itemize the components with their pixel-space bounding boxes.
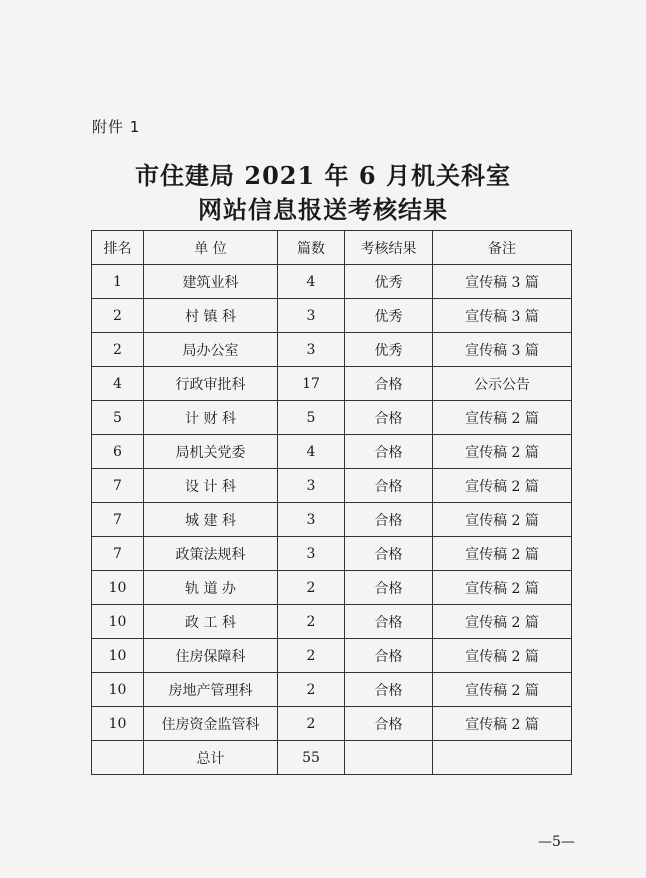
table-row — [92, 299, 572, 333]
total-cell-rank — [92, 741, 144, 775]
header-unit: 单 位 — [144, 231, 278, 265]
attachment-label: 附件 1 — [92, 118, 141, 136]
cell-remark: 宣传稿 2 篇 — [433, 639, 572, 673]
table-row — [92, 537, 572, 571]
cell-rank: 10 — [92, 571, 144, 605]
cell-result: 合格 — [345, 435, 433, 469]
cell-remark: 宣传稿 2 篇 — [433, 469, 572, 503]
header-remark: 备注 — [433, 231, 572, 265]
cell-result: 合格 — [345, 673, 433, 707]
cell-count: 4 — [278, 265, 345, 299]
header-count: 篇数 — [278, 231, 345, 265]
cell-remark: 公示公告 — [433, 367, 572, 401]
cell-result: 合格 — [345, 537, 433, 571]
header-result: 考核结果 — [345, 231, 433, 265]
cell-unit: 住房资金监管科 — [144, 707, 278, 741]
table-row — [92, 673, 572, 707]
cell-unit: 局机关党委 — [144, 435, 278, 469]
page-number: —5— — [538, 834, 575, 850]
cell-remark: 宣传稿 2 篇 — [433, 707, 572, 741]
total-cell-result — [345, 741, 433, 775]
header-rank: 排名 — [92, 231, 144, 265]
cell-remark: 宣传稿 2 篇 — [433, 503, 572, 537]
cell-rank: 4 — [92, 367, 144, 401]
cell-count: 2 — [278, 707, 345, 741]
table-row — [92, 401, 572, 435]
cell-result: 优秀 — [345, 299, 433, 333]
cell-result: 合格 — [345, 571, 433, 605]
cell-remark: 宣传稿 2 篇 — [433, 605, 572, 639]
page-title-line1: 市住建局 2021 年 6 月机关科室 — [135, 161, 511, 190]
cell-remark: 宣传稿 2 篇 — [433, 435, 572, 469]
cell-count: 4 — [278, 435, 345, 469]
cell-remark: 宣传稿 2 篇 — [433, 571, 572, 605]
total-cell-remark — [433, 741, 572, 775]
cell-count: 3 — [278, 503, 345, 537]
table-row — [92, 639, 572, 673]
page-title-line2: 网站信息报送考核结果 — [198, 195, 448, 224]
cell-result: 合格 — [345, 469, 433, 503]
cell-rank: 7 — [92, 537, 144, 571]
cell-unit: 村 镇 科 — [144, 299, 278, 333]
cell-unit: 建筑业科 — [144, 265, 278, 299]
cell-unit: 行政审批科 — [144, 367, 278, 401]
table-row — [92, 435, 572, 469]
cell-remark: 宣传稿 3 篇 — [433, 299, 572, 333]
cell-count: 17 — [278, 367, 345, 401]
cell-count: 3 — [278, 469, 345, 503]
total-cell-unit: 总计 — [144, 741, 278, 775]
cell-result: 合格 — [345, 707, 433, 741]
table-row — [92, 367, 572, 401]
cell-remark: 宣传稿 3 篇 — [433, 333, 572, 367]
table-row — [92, 333, 572, 367]
table-row — [92, 707, 572, 741]
cell-result: 优秀 — [345, 265, 433, 299]
cell-rank: 10 — [92, 639, 144, 673]
cell-rank: 2 — [92, 333, 144, 367]
cell-rank: 10 — [92, 707, 144, 741]
table-row — [92, 605, 572, 639]
total-cell-count: 55 — [278, 741, 345, 775]
cell-rank: 7 — [92, 503, 144, 537]
table-row — [92, 571, 572, 605]
cell-count: 2 — [278, 605, 345, 639]
cell-rank: 6 — [92, 435, 144, 469]
results-table — [91, 230, 572, 775]
cell-unit: 城 建 科 — [144, 503, 278, 537]
cell-unit: 政 工 科 — [144, 605, 278, 639]
cell-unit: 政策法规科 — [144, 537, 278, 571]
cell-unit: 局办公室 — [144, 333, 278, 367]
cell-rank: 7 — [92, 469, 144, 503]
cell-rank: 1 — [92, 265, 144, 299]
cell-result: 合格 — [345, 503, 433, 537]
cell-unit: 房地产管理科 — [144, 673, 278, 707]
cell-rank: 10 — [92, 605, 144, 639]
cell-rank: 2 — [92, 299, 144, 333]
cell-result: 优秀 — [345, 333, 433, 367]
cell-count: 2 — [278, 673, 345, 707]
cell-count: 3 — [278, 299, 345, 333]
cell-unit: 住房保障科 — [144, 639, 278, 673]
cell-rank: 5 — [92, 401, 144, 435]
table-header-row — [92, 231, 572, 265]
cell-count: 3 — [278, 333, 345, 367]
cell-result: 合格 — [345, 367, 433, 401]
table-row — [92, 469, 572, 503]
table-row — [92, 503, 572, 537]
cell-result: 合格 — [345, 401, 433, 435]
cell-count: 3 — [278, 537, 345, 571]
table-row — [92, 265, 572, 299]
table-total-row — [92, 741, 572, 775]
cell-result: 合格 — [345, 605, 433, 639]
cell-remark: 宣传稿 2 篇 — [433, 401, 572, 435]
cell-unit: 轨 道 办 — [144, 571, 278, 605]
cell-result: 合格 — [345, 639, 433, 673]
cell-count: 2 — [278, 639, 345, 673]
cell-unit: 计 财 科 — [144, 401, 278, 435]
cell-count: 5 — [278, 401, 345, 435]
cell-remark: 宣传稿 2 篇 — [433, 537, 572, 571]
cell-unit: 设 计 科 — [144, 469, 278, 503]
cell-remark: 宣传稿 2 篇 — [433, 673, 572, 707]
cell-count: 2 — [278, 571, 345, 605]
cell-remark: 宣传稿 3 篇 — [433, 265, 572, 299]
cell-rank: 10 — [92, 673, 144, 707]
